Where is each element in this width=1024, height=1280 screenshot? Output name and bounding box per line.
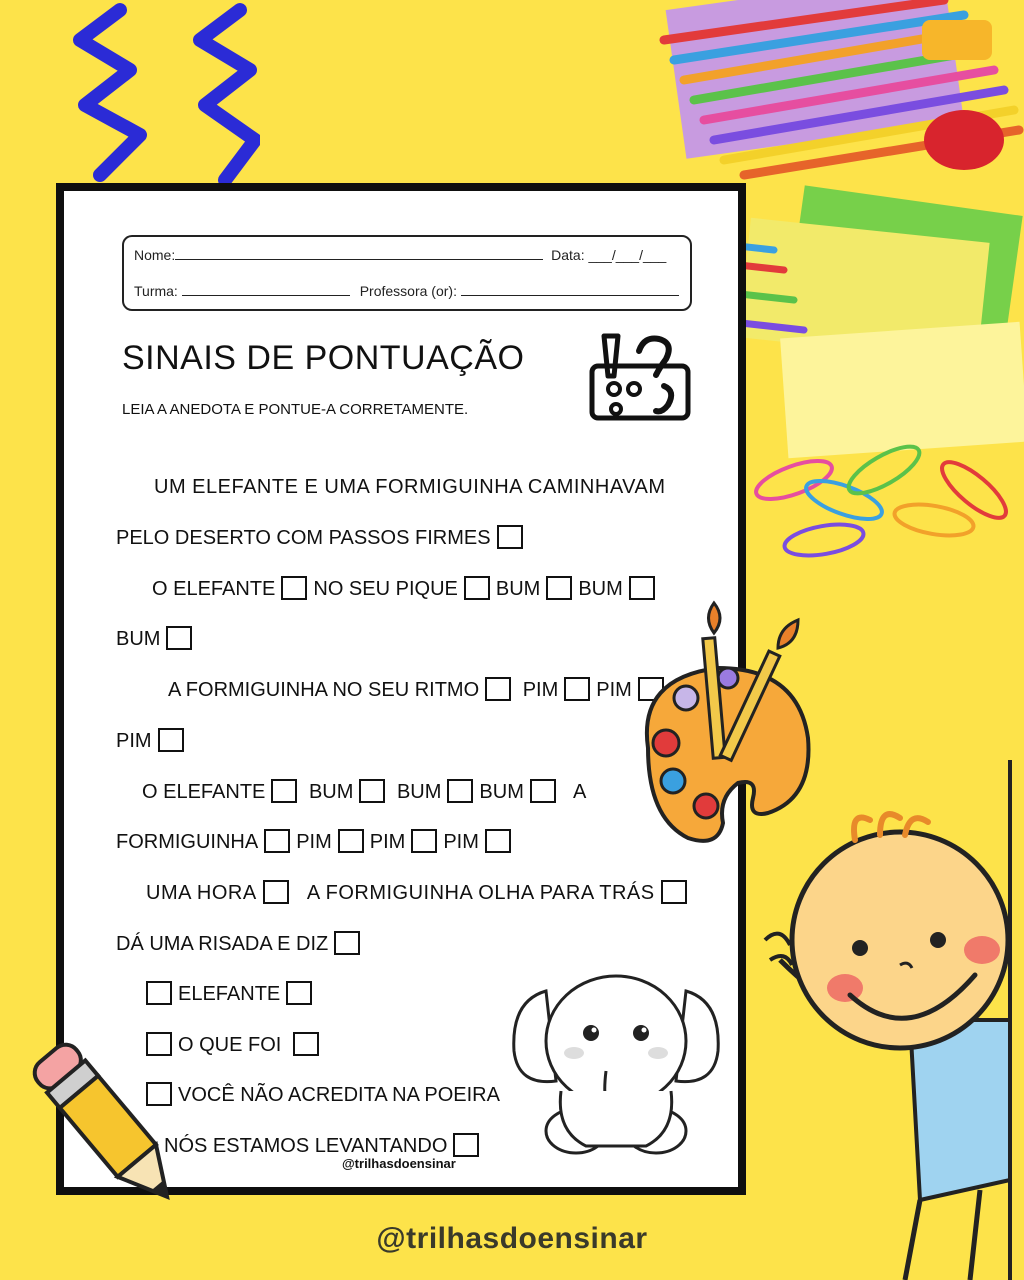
text-line-3: O ELEFANTE NO SEU PIQUE BUM BUM — [152, 576, 661, 602]
answer-box[interactable] — [564, 677, 590, 701]
answer-box[interactable] — [453, 1133, 479, 1157]
answer-box[interactable] — [158, 728, 184, 752]
answer-box[interactable] — [629, 576, 655, 600]
name-label: Nome: — [134, 247, 176, 263]
answer-box[interactable] — [281, 576, 307, 600]
text-line-10: DÁ UMA RISADA E DIZ — [116, 931, 366, 957]
answer-box[interactable] — [485, 829, 511, 853]
class-field[interactable] — [182, 283, 350, 296]
text-line-12: O QUE FOI — [140, 1032, 325, 1058]
punctuation-icon — [584, 331, 694, 426]
text-line-9: UMA HORA A FORMIGUINHA OLHA PARA TRÁS — [146, 880, 693, 906]
answer-box[interactable] — [334, 931, 360, 955]
student-info-box — [122, 235, 692, 311]
text-line-7: O ELEFANTE BUM BUM BUM A — [142, 779, 586, 805]
answer-box[interactable] — [293, 1032, 319, 1056]
text-line-6: PIM — [116, 728, 190, 754]
answer-box[interactable] — [166, 626, 192, 650]
footer-handle: @trilhasdoensinar — [376, 1222, 648, 1255]
answer-box[interactable] — [411, 829, 437, 853]
answer-box[interactable] — [485, 677, 511, 701]
answer-box[interactable] — [447, 779, 473, 803]
class-label: Turma: — [134, 283, 178, 299]
text-line-1: UM ELEFANTE E UMA FORMIGUINHA CAMINHAVAM — [154, 476, 666, 498]
answer-box[interactable] — [464, 576, 490, 600]
answer-box[interactable] — [271, 779, 297, 803]
teacher-label: Professora (or): — [359, 283, 457, 299]
elephant-illustration — [506, 961, 726, 1161]
name-field[interactable] — [175, 247, 543, 260]
text-line-4: BUM — [116, 626, 198, 652]
text-line-2: PELO DESERTO COM PASSOS FIRMES — [116, 525, 529, 551]
answer-box[interactable] — [146, 981, 172, 1005]
answer-box[interactable] — [359, 779, 385, 803]
page-title: SINAIS DE PONTUAÇÃO — [122, 339, 525, 377]
answer-box[interactable] — [286, 981, 312, 1005]
date-label: Data: ___/___/___ — [551, 247, 667, 263]
worksheet-credit: @trilhasdoensinar — [342, 1156, 456, 1171]
answer-box[interactable] — [263, 880, 289, 904]
text-line-14: NÓS ESTAMOS LEVANTANDO — [164, 1133, 485, 1159]
answer-box[interactable] — [661, 880, 687, 904]
text-line-5: A FORMIGUINHA NO SEU RITMO PIM PIM — [168, 677, 670, 703]
answer-box[interactable] — [546, 576, 572, 600]
text-line-8: FORMIGUINHA PIM PIM PIM — [116, 829, 517, 855]
pencil-illustration — [26, 1024, 186, 1224]
answer-box[interactable] — [338, 829, 364, 853]
text-line-11: ELEFANTE — [140, 981, 318, 1007]
answer-box[interactable] — [530, 779, 556, 803]
instruction-text: LEIA A ANEDOTA E PONTUE-A CORRETAMENTE. — [122, 401, 469, 418]
teacher-field[interactable] — [461, 283, 679, 296]
child-illustration — [760, 760, 1024, 1280]
zigzag-decoration — [60, 0, 260, 190]
text-line-13: VOCÊ NÃO ACREDITA NA POEIRA — [140, 1082, 500, 1108]
answer-box[interactable] — [497, 525, 523, 549]
answer-box[interactable] — [264, 829, 290, 853]
